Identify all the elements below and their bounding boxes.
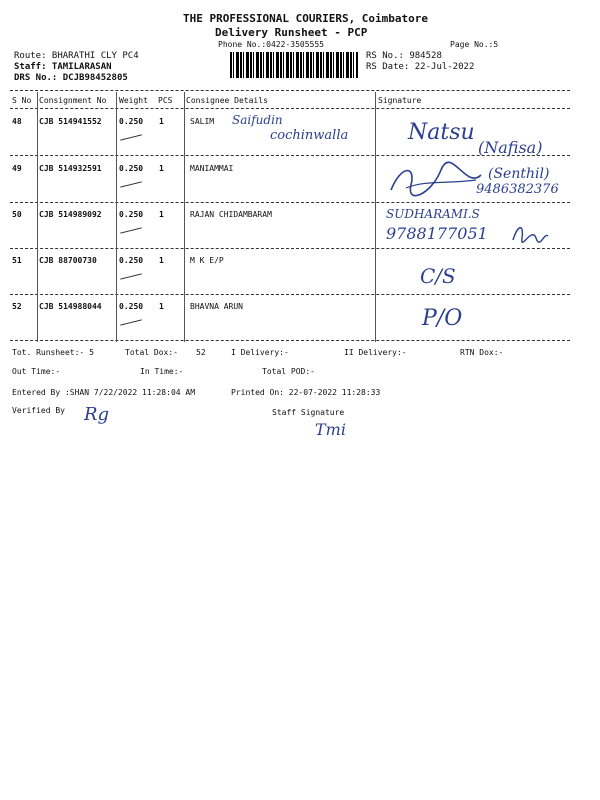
tick-mark bbox=[120, 319, 142, 325]
signature: C/S bbox=[420, 264, 456, 288]
rtn-dox: RTN Dox:- bbox=[460, 348, 504, 357]
row-sno: 50 bbox=[12, 210, 22, 219]
total-dox-label: Total Dox:- bbox=[125, 348, 178, 357]
phone-number: Phone No.:0422-3505555 bbox=[218, 40, 324, 49]
handwritten-consignee-name: Saifudin bbox=[232, 113, 283, 127]
staff-signature-label: Staff Signature bbox=[272, 408, 345, 417]
col-header-weight: Weight bbox=[119, 96, 148, 105]
route: Route: BHARATHI CLY PC4 bbox=[14, 51, 139, 61]
row-consignment: CJB 514988044 bbox=[39, 302, 102, 311]
row-pcs: 1 bbox=[159, 210, 164, 219]
in-time: In Time:- bbox=[140, 367, 184, 376]
rs-number: RS No.: 984528 bbox=[366, 51, 442, 61]
verified-signature: Rg bbox=[84, 404, 110, 425]
row-consignment: CJB 514989092 bbox=[39, 210, 102, 219]
col-header-signature: Signature bbox=[378, 96, 422, 105]
total-dox-value: 52 bbox=[196, 348, 206, 357]
entered-by: Entered By :SHAN 7/22/2022 11:28:04 AM bbox=[12, 388, 196, 397]
row-consignment: CJB 514941552 bbox=[39, 117, 102, 126]
row-rule bbox=[10, 294, 570, 295]
signature: P/O bbox=[422, 306, 463, 331]
row-pcs: 1 bbox=[159, 117, 164, 126]
barcode bbox=[230, 52, 358, 78]
signature: Natsu bbox=[408, 120, 475, 145]
row-rule bbox=[10, 248, 570, 249]
row-sno: 49 bbox=[12, 164, 22, 173]
column-divider bbox=[375, 92, 376, 342]
row-pcs: 1 bbox=[159, 256, 164, 265]
row-weight: 0.250 bbox=[119, 210, 144, 219]
row-consignee: MANIAMMAI bbox=[190, 164, 234, 173]
tick-mark bbox=[120, 181, 142, 187]
signature-phone: 9486382376 bbox=[476, 182, 559, 197]
row-consignee: SALIM bbox=[190, 117, 215, 126]
document-title: Delivery Runsheet - PCP bbox=[215, 26, 368, 39]
header-rule bbox=[10, 108, 570, 109]
row-pcs: 1 bbox=[159, 164, 164, 173]
row-sno: 48 bbox=[12, 117, 22, 126]
signature-name: SUDHARAMI.S bbox=[386, 207, 480, 221]
column-divider bbox=[184, 92, 185, 342]
column-divider bbox=[116, 92, 117, 342]
column-divider bbox=[37, 92, 38, 342]
row-consignee: RAJAN CHIDAMBARAM bbox=[190, 210, 272, 219]
signature-scribble bbox=[386, 160, 486, 200]
table-top-rule bbox=[10, 90, 570, 91]
signature-scribble bbox=[510, 222, 550, 244]
page-number: Page No.:5 bbox=[450, 40, 499, 49]
tick-mark bbox=[120, 273, 142, 279]
staff-name: Staff: TAMILARASAN bbox=[14, 62, 112, 72]
printed-on: Printed On: 22-07-2022 11:28:33 bbox=[231, 388, 381, 397]
drs-number: DRS No.: DCJB98452805 bbox=[14, 73, 128, 83]
tot-runsheet: Tot. Runsheet:- 5 bbox=[12, 348, 94, 357]
row-rule bbox=[10, 202, 570, 203]
ii-delivery: II Delivery:- bbox=[344, 348, 407, 357]
handwritten-consignee-company: cochinwalla bbox=[270, 128, 349, 143]
signature-name: (Nafisa) bbox=[478, 138, 543, 157]
row-weight: 0.250 bbox=[119, 164, 144, 173]
col-header-pcs: PCS bbox=[158, 96, 173, 105]
tick-mark bbox=[120, 227, 142, 233]
col-header-consignee: Consignee Details bbox=[186, 96, 268, 105]
row-weight: 0.250 bbox=[119, 256, 144, 265]
col-header-sno: S No bbox=[12, 96, 32, 105]
tick-mark bbox=[120, 134, 142, 140]
row-pcs: 1 bbox=[159, 302, 164, 311]
row-sno: 51 bbox=[12, 256, 22, 265]
row-weight: 0.250 bbox=[119, 302, 144, 311]
rs-date: RS Date: 22-Jul-2022 bbox=[366, 62, 475, 72]
row-consignment: CJB 88700730 bbox=[39, 256, 97, 265]
verified-by-label: Verified By bbox=[12, 406, 65, 415]
row-weight: 0.250 bbox=[119, 117, 144, 126]
total-pod: Total POD:- bbox=[262, 367, 315, 376]
company-name: THE PROFESSIONAL COURIERS, Coimbatore bbox=[183, 12, 429, 25]
out-time: Out Time:- bbox=[12, 367, 61, 376]
staff-signature: Tmi bbox=[315, 420, 346, 439]
row-sno: 52 bbox=[12, 302, 22, 311]
row-consignee: BHAVNA ARUN bbox=[190, 302, 243, 311]
col-header-consignment: Consignment No bbox=[39, 96, 107, 105]
row-consignment: CJB 514932591 bbox=[39, 164, 102, 173]
table-bottom-rule bbox=[10, 340, 570, 341]
row-consignee: M K E/P bbox=[190, 256, 224, 265]
signature-phone: 9788177051 bbox=[386, 224, 488, 243]
signature-name: (Senthil) bbox=[488, 166, 550, 182]
i-delivery: I Delivery:- bbox=[231, 348, 289, 357]
